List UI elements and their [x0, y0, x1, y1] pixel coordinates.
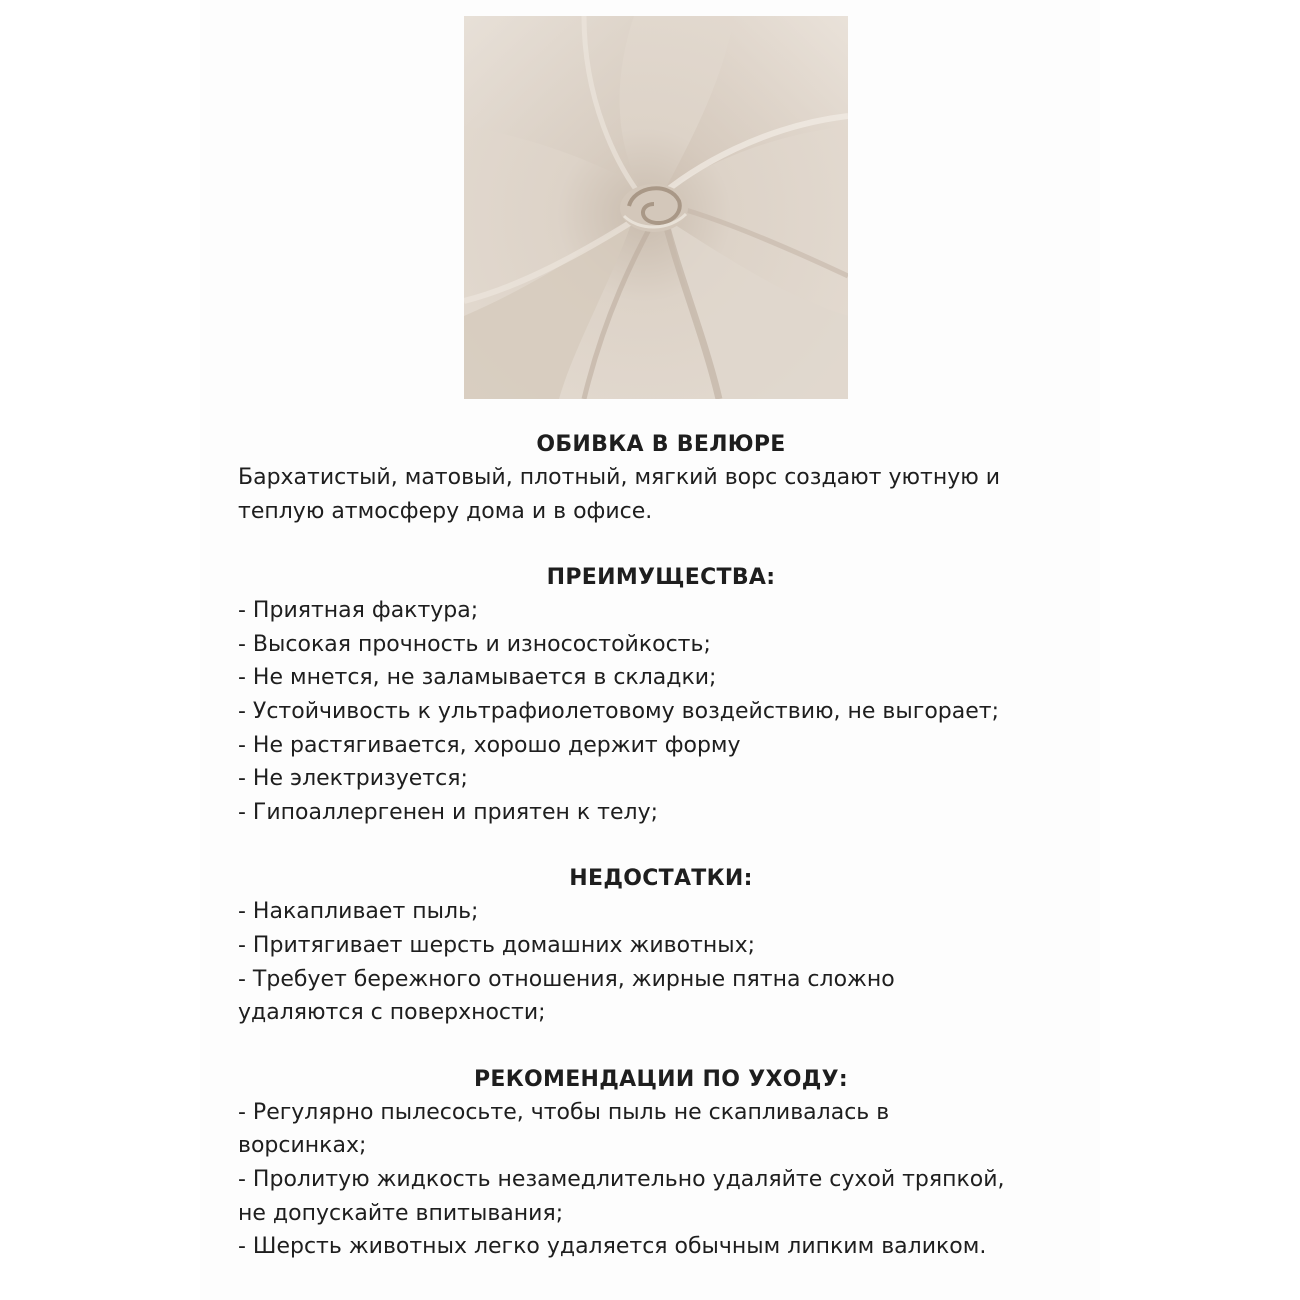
- list-item: - Не растягивается, хорошо держит форму: [238, 732, 741, 758]
- fabric-swatch-image: [464, 16, 848, 399]
- disadvantages-list: [238, 895, 1088, 1029]
- fabric-swirl-illustration: [464, 16, 848, 399]
- list-item: - Шерсть животных легко удаляется обычным липким валиком.: [238, 1234, 987, 1260]
- intro-title: ОБИВКА В ВЕЛЮРЕ: [536, 432, 786, 457]
- list-item: - Приятная фактура;: [238, 598, 479, 624]
- advantages-title: ПРЕИМУЩЕСТВА:: [546, 565, 776, 591]
- description-content: [238, 428, 1088, 1264]
- advantages-list: [238, 594, 1088, 829]
- disadvantages-title: НЕДОСТАТКИ:: [569, 866, 753, 892]
- list-item: - Не электризуется;: [238, 766, 468, 792]
- list-item: - Не мнется, не заламывается в складки;: [238, 665, 717, 691]
- list-item: - Накапливает пыль;: [238, 899, 479, 925]
- list-item: - Высокая прочность и износостойкость;: [238, 631, 711, 657]
- intro-text: Бархатистый, матовый, плотный, мягкий ворс создают уютную и теплую атмосферу дома и в офисе.: [238, 465, 1001, 524]
- care-list: [238, 1096, 1088, 1264]
- list-item: - Регулярно пылесосьте, чтобы пыль не скапливалась в ворсинках;: [238, 1099, 890, 1159]
- list-item: - Пролитую жидкость незамедлительно удаляйте сухой тряпкой, не допускайте впитывания;: [238, 1166, 1005, 1226]
- list-item: - Притягивает шерсть домашних животных;: [238, 932, 756, 958]
- care-title: РЕКОМЕНДАЦИИ ПО УХОДУ:: [473, 1066, 849, 1092]
- list-item: - Гипоаллергенен и приятен к телу;: [238, 799, 659, 825]
- list-item: - Требует бережного отношения, жирные пятна сложно удаляются с поверхности;: [238, 966, 895, 1026]
- list-item: - Устойчивость к ультрафиолетовому воздействию, не выгорает;: [238, 698, 999, 724]
